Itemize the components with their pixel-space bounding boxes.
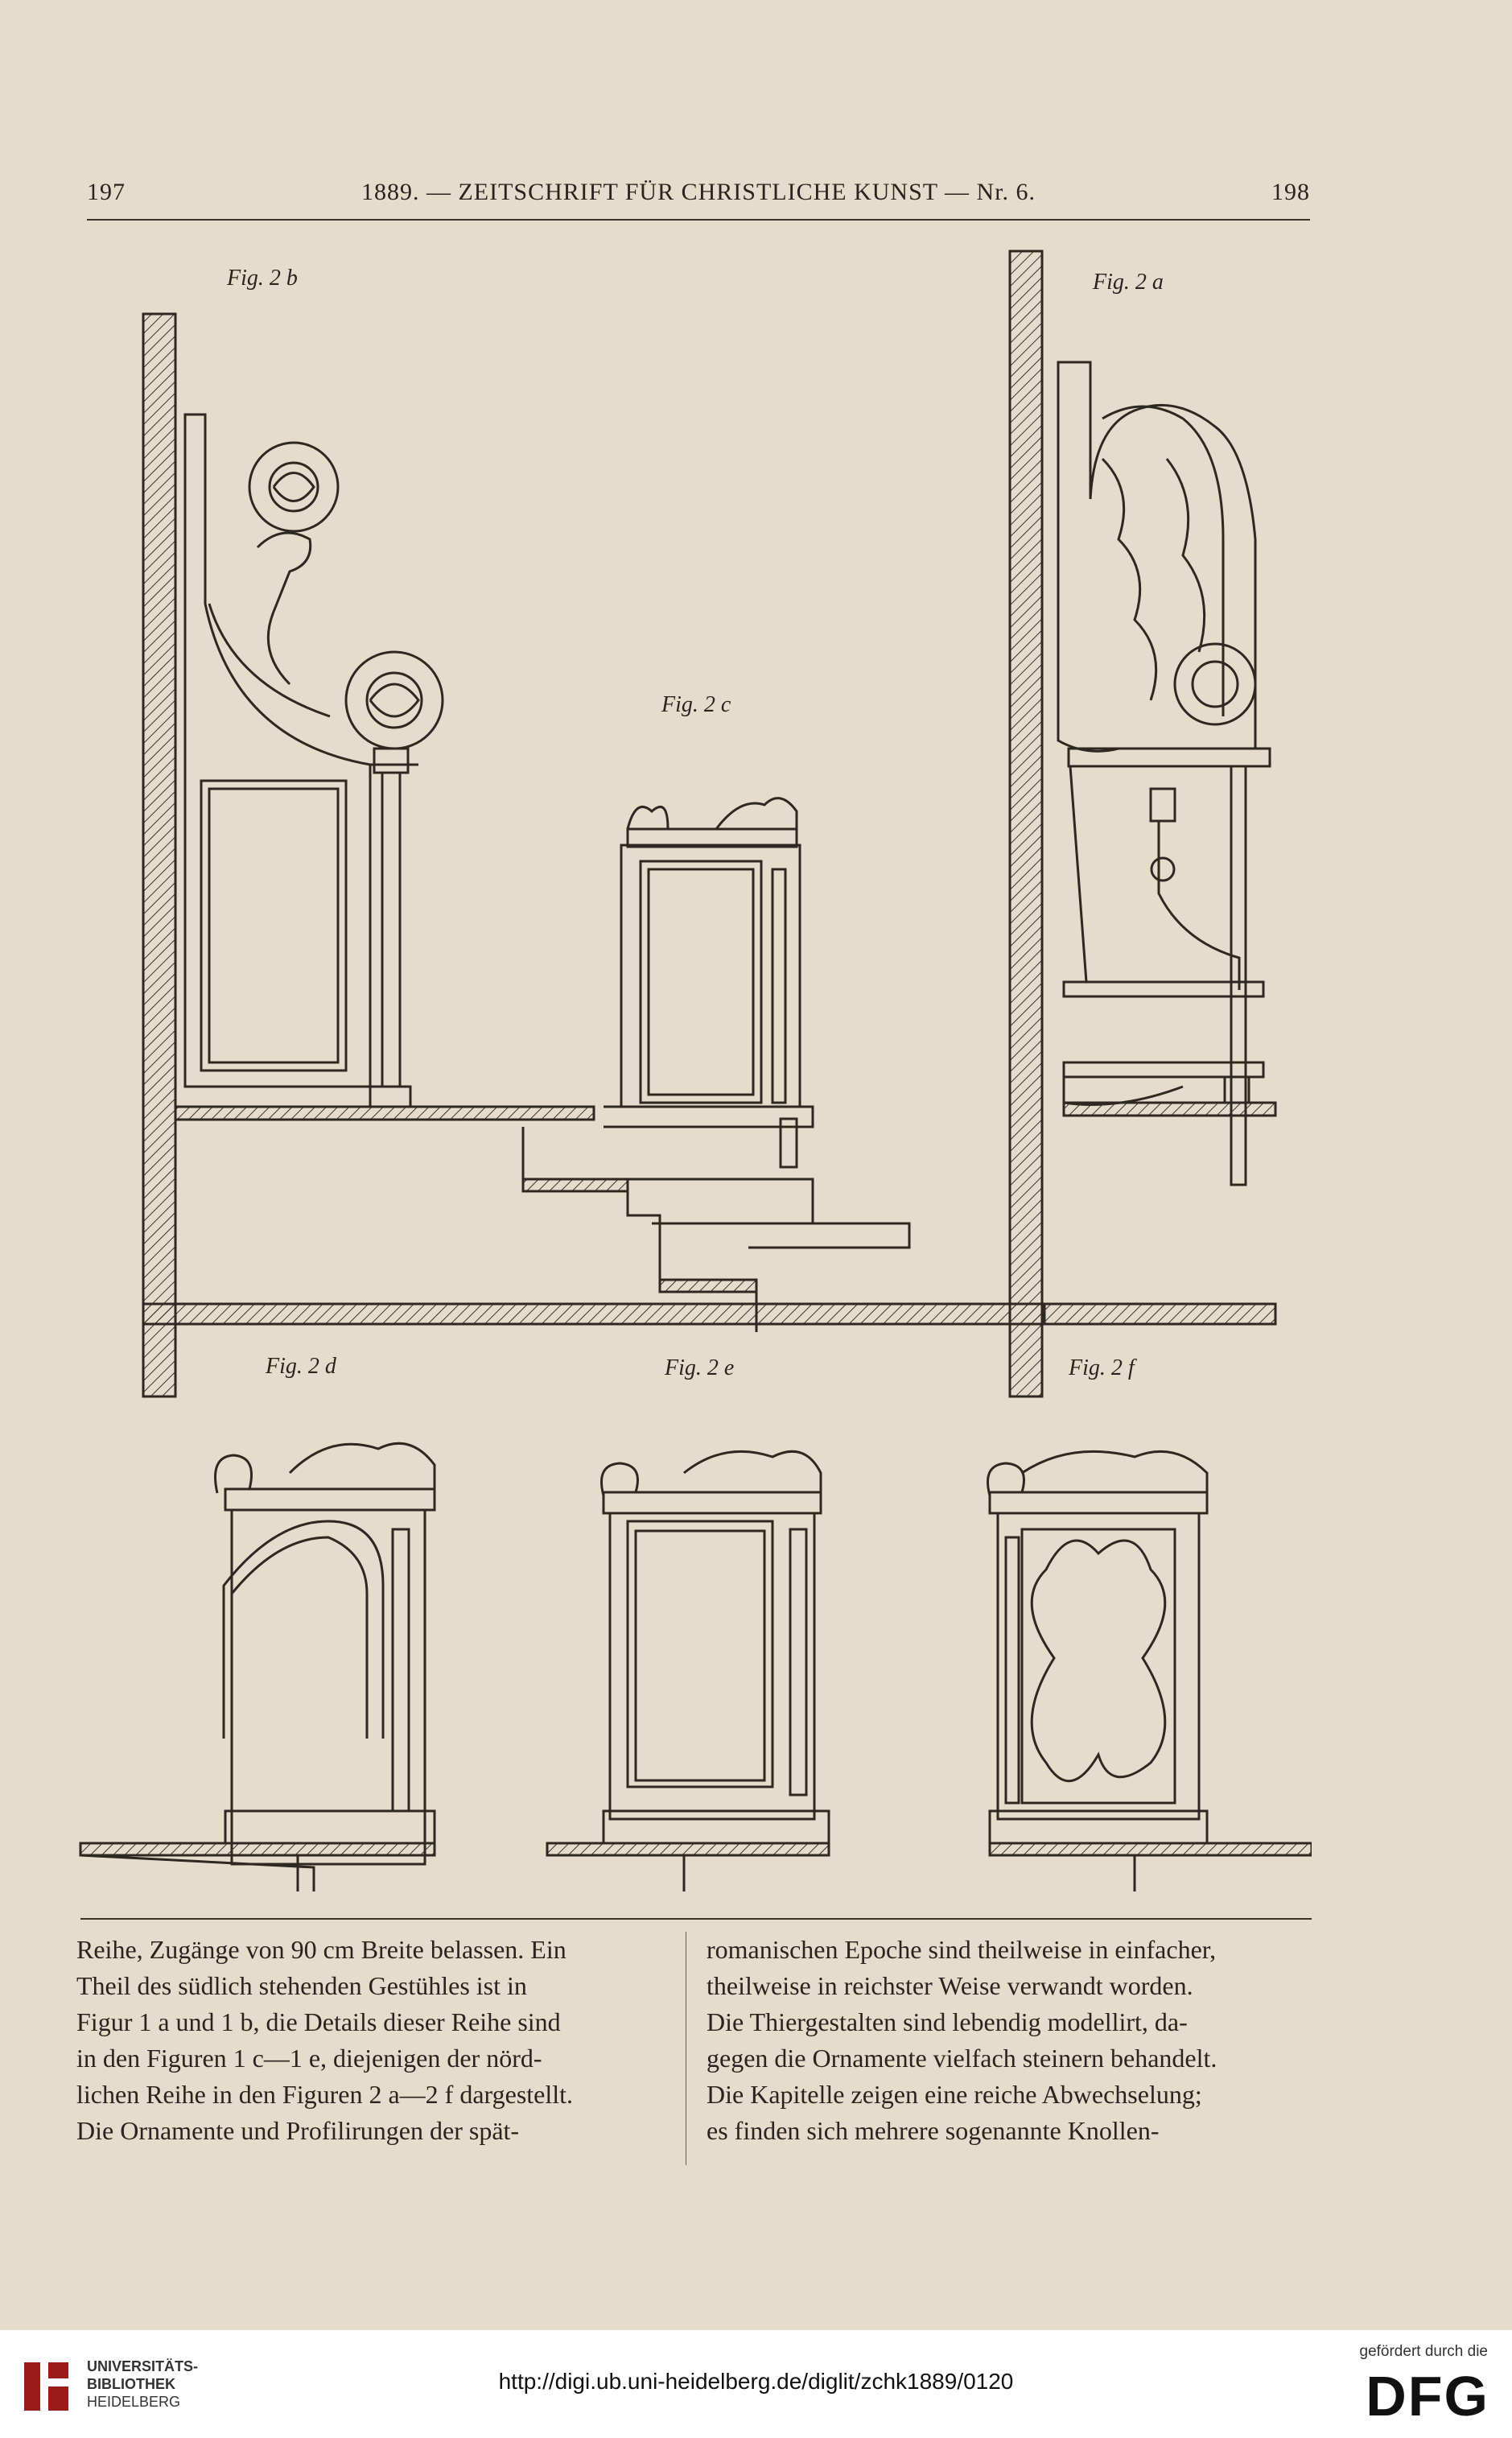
figure-text-rule bbox=[80, 1918, 1312, 1920]
fig-2b-label: Fig. 2 b bbox=[227, 266, 298, 291]
journal-title: 1889. — ZEITSCHRIFT FÜR CHRISTLICHE KUNST — Nr. 6. bbox=[360, 179, 1036, 205]
text-column-right bbox=[707, 1932, 1306, 2149]
library-name-line: BIBLIOTHEK bbox=[87, 2376, 175, 2392]
running-header bbox=[87, 179, 1310, 219]
funding-caption: gefördert durch die bbox=[1359, 2343, 1488, 2360]
fig-2c-label: Fig. 2 c bbox=[661, 692, 731, 717]
text-line: Reihe, Zugänge von 90 cm Breite belassen. Ein bbox=[76, 1935, 566, 1964]
text-line: Die Ornamente und Profilirungen der spät- bbox=[76, 2116, 520, 2145]
text-line: gegen die Ornamente vielfach steinern behandelt. bbox=[707, 2044, 1217, 2073]
text-line: Figur 1 a und 1 b, die Details dieser Reihe sind bbox=[76, 2007, 561, 2036]
text-line: in den Figuren 1 c—1 e, diejenigen der nörd- bbox=[76, 2044, 542, 2073]
page-number-right: 198 bbox=[1271, 179, 1310, 205]
choir-stalls-illustration bbox=[72, 233, 1312, 1891]
fig-2f-label: Fig. 2 f bbox=[1069, 1355, 1135, 1380]
library-name-line: UNIVERSITÄTS- bbox=[87, 2358, 199, 2374]
digitization-footer bbox=[0, 2330, 1512, 2438]
dfg-logo: DFG bbox=[1366, 2365, 1489, 2428]
text-line: Theil des südlich stehenden Gestühles ist in bbox=[76, 1971, 527, 2000]
page-number-left: 197 bbox=[87, 179, 126, 205]
fig-2e-label: Fig. 2 e bbox=[665, 1355, 735, 1380]
library-name-line: HEIDELBERG bbox=[87, 2394, 181, 2410]
text-line: lichen Reihe in den Figuren 2 a—2 f dargestellt. bbox=[76, 2080, 574, 2109]
fig-2a-label: Fig. 2 a bbox=[1093, 270, 1164, 295]
text-line: Die Thiergestalten sind lebendig modellirt, da- bbox=[707, 2007, 1188, 2036]
text-line: romanischen Epoche sind theilweise in einfacher, bbox=[707, 1935, 1217, 1964]
text-column-left bbox=[76, 1932, 676, 2149]
fig-2d-label: Fig. 2 d bbox=[266, 1354, 336, 1379]
text-line: es finden sich mehrere sogenannte Knollen- bbox=[707, 2116, 1160, 2145]
text-line: theilweise in reichster Weise verwandt worden. bbox=[707, 1971, 1193, 2000]
text-line: Die Kapitelle zeigen eine reiche Abwechselung; bbox=[707, 2080, 1202, 2109]
permalink-url[interactable]: http://digi.ub.uni-heidelberg.de/diglit/zchk1889/0120 bbox=[498, 2369, 1014, 2394]
header-rule bbox=[87, 219, 1310, 221]
